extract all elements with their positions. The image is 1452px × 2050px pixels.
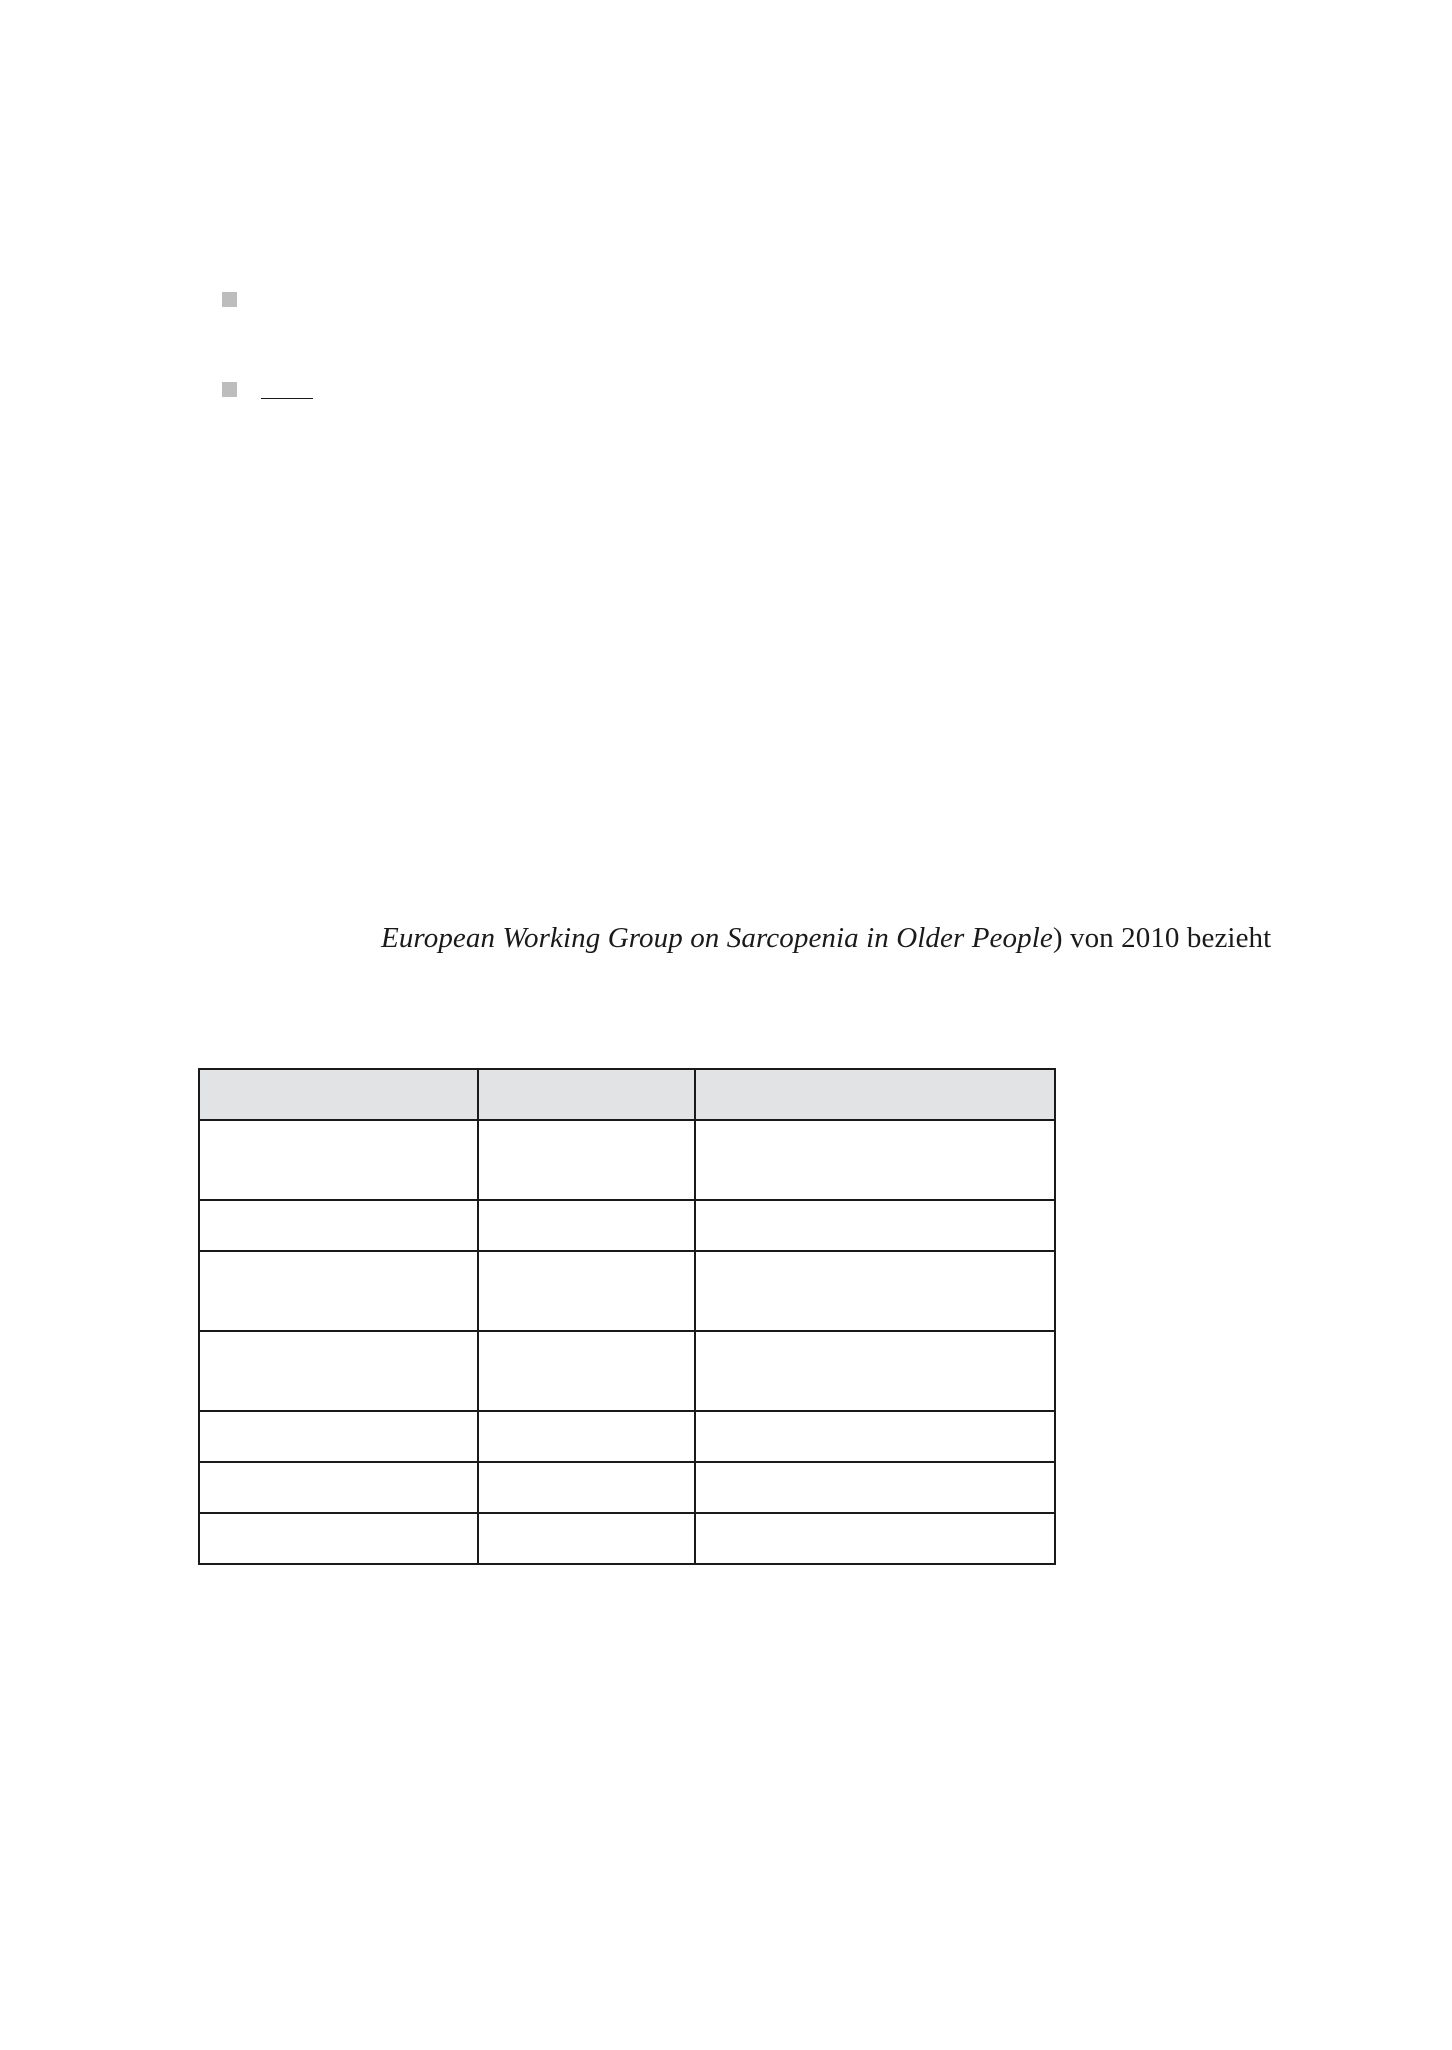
table-row [199,1331,1055,1411]
table-row [199,1513,1055,1564]
table-cell [695,1251,1055,1331]
table-cell [478,1331,695,1411]
body-text-regular: ) von 2010 bezieht [1052,922,1272,954]
table-row [199,1411,1055,1462]
table-cell [478,1251,695,1331]
table-header-cell [199,1069,478,1120]
table-row [199,1200,1055,1251]
table-cell [695,1513,1055,1564]
data-table [198,1068,1056,1565]
table-cell [695,1331,1055,1411]
body-text-italic: European Working Group on Sarcopenia in Older People [381,922,1053,954]
table-cell [199,1462,478,1513]
table-cell [199,1513,478,1564]
table-cell [478,1120,695,1200]
table-cell [695,1462,1055,1513]
table-cell [199,1251,478,1331]
table-cell [695,1200,1055,1251]
table-cell [199,1331,478,1411]
table-row [199,1462,1055,1513]
table-cell [199,1200,478,1251]
table-cell [478,1462,695,1513]
list-bullet-2 [222,382,237,397]
table-cell [478,1411,695,1462]
table-header-row [199,1069,1055,1120]
table-cell [478,1513,695,1564]
table-cell [478,1200,695,1251]
table-row [199,1251,1055,1331]
table-header-cell [695,1069,1055,1120]
table-header-cell [478,1069,695,1120]
table-row [199,1120,1055,1200]
list-bullet-1 [222,292,237,307]
body-text-line [381,918,1271,958]
data-table-container [198,1068,1056,1565]
table-cell [695,1120,1055,1200]
table-cell [199,1411,478,1462]
table-cell [199,1120,478,1200]
table-cell [695,1411,1055,1462]
underlined-blank [261,398,313,399]
